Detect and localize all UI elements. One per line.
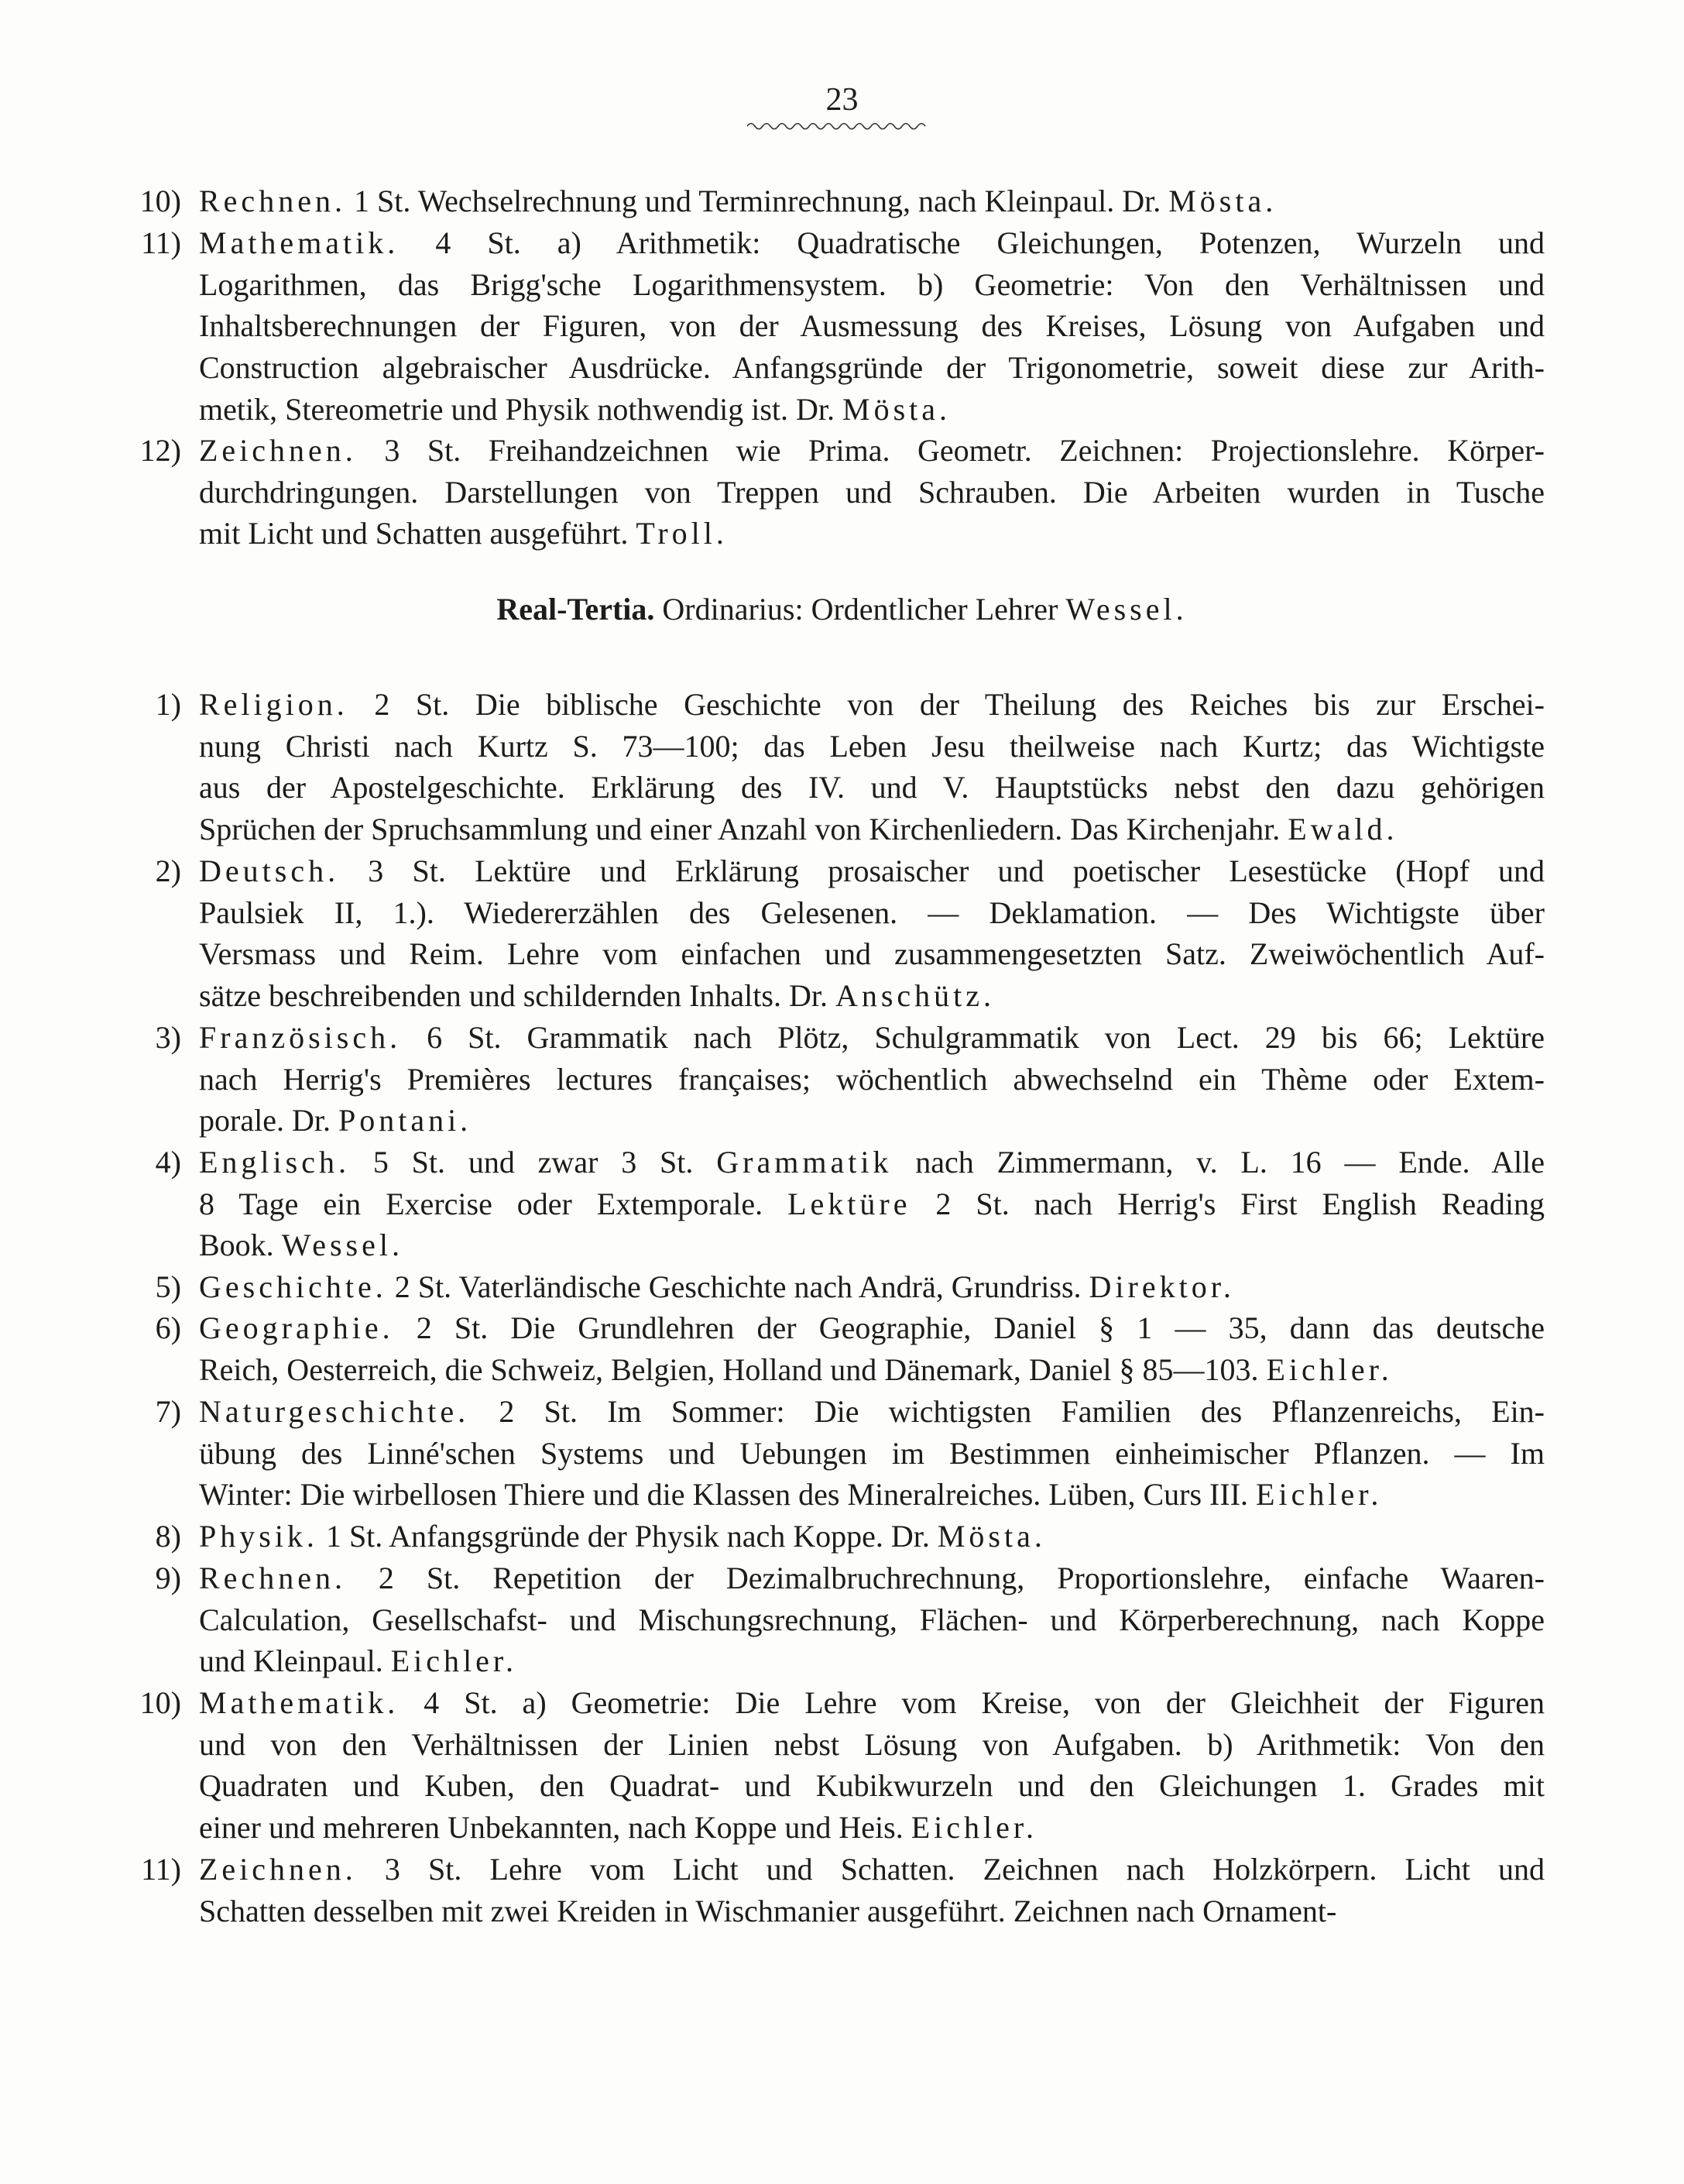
spaced-text: Mathematik. bbox=[199, 225, 400, 260]
text-line bbox=[199, 1142, 1545, 1183]
text-line bbox=[199, 1100, 1545, 1142]
text-line bbox=[199, 1391, 1545, 1433]
item-number: 10) bbox=[139, 184, 181, 218]
text-segment: Versmass und Reim. Lehre vom einfachen und zusammengesetzten Satz. Zweiwöchentlich Auf- bbox=[199, 936, 1545, 971]
text-segment: und Kleinpaul. bbox=[199, 1643, 391, 1678]
text-segment: porale. Dr. bbox=[199, 1103, 338, 1138]
text-segment: 2 St. Vaterländische Geschichte nach Andrä, Grundriss. bbox=[386, 1269, 1089, 1304]
spaced-text: Englisch. bbox=[199, 1145, 350, 1180]
text-segment: aus der Apostelgeschichte. Erklärung des IV. und V. Hauptstücks nebst den dazu gehörigen bbox=[199, 770, 1545, 805]
text-line bbox=[199, 767, 1545, 809]
spaced-text: Pontani. bbox=[338, 1103, 472, 1138]
spaced-text: Religion. bbox=[199, 687, 348, 722]
item-number: 6) bbox=[155, 1310, 181, 1345]
text-segment: 6 St. Grammatik nach Plötz, Schulgrammatik von Lect. 29 bis 66; Lektüre bbox=[401, 1020, 1545, 1055]
spaced-text: Physik. bbox=[199, 1519, 318, 1554]
text-segment: nach Herrig's Premières lectures françaises; wöchentlich abwechselnd ein Thème oder Extem- bbox=[199, 1062, 1545, 1097]
list-item bbox=[108, 850, 1545, 1017]
decorative-squiggle bbox=[747, 121, 927, 132]
text-line bbox=[199, 305, 1545, 347]
text-segment: 2 St. Repetition der Dezimalbruchrechnung, Proportionslehre, einfache Waaren- bbox=[345, 1561, 1545, 1595]
list-item bbox=[108, 1557, 1545, 1682]
item-number: 3) bbox=[155, 1020, 181, 1055]
spaced-text: Mösta. bbox=[937, 1519, 1046, 1554]
text-line bbox=[199, 1599, 1545, 1641]
text-segment: 8 Tage ein Exercise oder Extemporale. bbox=[199, 1186, 788, 1221]
text-segment: 1 St. Wechselrechnung und Terminrechnung, nach Kleinpaul. Dr. bbox=[345, 184, 1169, 218]
text-segment: durchdringungen. Darstellungen von Treppen und Schrauben. Die Arbeiten wurden in Tusche bbox=[199, 475, 1545, 510]
text-segment: 3 St. Lektüre und Erklärung prosaischer und poetischer Lesestücke (Hopf und bbox=[339, 853, 1545, 888]
list-item bbox=[108, 1516, 1545, 1557]
item-number: 4) bbox=[155, 1145, 181, 1180]
list-item bbox=[108, 222, 1545, 431]
text-line bbox=[199, 1849, 1545, 1890]
list-item bbox=[108, 1017, 1545, 1142]
spaced-text: Lektüre bbox=[787, 1186, 911, 1221]
item-number: 10) bbox=[139, 1685, 181, 1720]
spaced-text: Französisch. bbox=[199, 1020, 402, 1055]
text-segment: Inhaltsberechnungen der Figuren, von der Ausmessung des Kreises, Lösung von Aufgaben und bbox=[199, 308, 1545, 343]
list-item bbox=[108, 1142, 1545, 1266]
text-line bbox=[199, 1017, 1545, 1059]
spaced-text: Geschichte. bbox=[199, 1269, 387, 1304]
text-line bbox=[199, 1059, 1545, 1101]
section-title: Real-Tertia. bbox=[496, 592, 655, 627]
item-number: 8) bbox=[155, 1519, 181, 1554]
text-line bbox=[199, 684, 1545, 726]
item-number: 1) bbox=[155, 687, 181, 722]
text-segment: Calculation, Gesellschafst- und Mischungsrechnung, Flächen- und Körperberechnung, nach Koppe bbox=[199, 1602, 1545, 1637]
text-line bbox=[199, 1807, 1545, 1849]
text-segment: Quadraten und Kuben, den Quadrat- und Kubikwurzeln und den Gleichungen 1. Grades mit bbox=[199, 1768, 1545, 1803]
text-line bbox=[199, 726, 1545, 767]
text-segment: metik, Stereometrie und Physik nothwendig ist. Dr. bbox=[199, 392, 843, 427]
section-ordinarius: Ordinarius: Ordentlicher Lehrer bbox=[662, 592, 1058, 627]
item-number: 7) bbox=[155, 1394, 181, 1429]
spaced-text: Rechnen. bbox=[199, 1561, 346, 1595]
item-number: 12) bbox=[139, 433, 181, 468]
spaced-text: Eichler. bbox=[1256, 1477, 1383, 1512]
text-segment: nung Christi nach Kurtz S. 73—100; das Leben Jesu theilweise nach Kurtz; das Wichtigste bbox=[199, 729, 1545, 764]
spaced-text: Eichler. bbox=[911, 1810, 1037, 1845]
spaced-text: Ewald. bbox=[1288, 812, 1398, 846]
text-segment: 3 St. Freihandzeichnen wie Prima. Geometr. Zeichnen: Projectionslehre. Körper- bbox=[356, 433, 1545, 468]
text-line bbox=[199, 1307, 1545, 1349]
section-heading-real-tertia bbox=[0, 589, 1684, 630]
text-line bbox=[199, 1266, 1545, 1308]
spaced-text: Eichler. bbox=[390, 1643, 518, 1678]
text-line bbox=[199, 1433, 1545, 1475]
text-line bbox=[199, 180, 1545, 222]
spaced-text: Mösta. bbox=[1168, 184, 1278, 218]
spaced-text: Rechnen. bbox=[199, 184, 346, 218]
text-line bbox=[199, 1557, 1545, 1599]
text-segment: 2 St. Die Grundlehren der Geographie, Daniel § 1 — 35, dann das deutsche bbox=[393, 1310, 1545, 1345]
text-segment: 5 St. und zwar 3 St. bbox=[349, 1145, 717, 1180]
text-segment: Reich, Oesterreich, die Schweiz, Belgien, Holland und Dänemark, Daniel § 85—103. bbox=[199, 1352, 1267, 1387]
list-item bbox=[108, 1682, 1545, 1849]
item-number: 11) bbox=[141, 225, 181, 260]
text-line bbox=[199, 975, 1545, 1017]
text-line bbox=[199, 1224, 1545, 1266]
text-segment: sätze beschreibenden und schildernden Inhalts. Dr. bbox=[199, 978, 835, 1013]
text-line bbox=[199, 389, 1545, 431]
spaced-text: Eichler. bbox=[1266, 1352, 1393, 1387]
text-line bbox=[199, 264, 1545, 306]
section-ordinarius-name: Wessel. bbox=[1065, 592, 1188, 627]
item-number: 5) bbox=[155, 1269, 181, 1304]
text-line bbox=[199, 1474, 1545, 1516]
text-line bbox=[199, 892, 1545, 934]
text-segment: 2 St. Im Sommer: Die wichtigsten Familien des Pflanzenreichs, Ein- bbox=[469, 1394, 1545, 1429]
text-segment: mit Licht und Schatten ausgeführt. bbox=[199, 516, 636, 551]
spaced-text: Naturgeschichte. bbox=[199, 1394, 470, 1429]
spaced-text: Geographie. bbox=[199, 1310, 394, 1345]
text-line bbox=[199, 1890, 1545, 1932]
text-segment: und von den Verhältnissen der Linien nebst Lösung von Aufgaben. b) Arithmetik: Von den bbox=[199, 1727, 1545, 1762]
text-line bbox=[199, 1765, 1545, 1807]
text-segment: Logarithmen, das Brigg'sche Logarithmensystem. b) Geometrie: Von den Verhältnissen und bbox=[199, 267, 1545, 302]
text-segment: 2 St. nach Herrig's First English Reading bbox=[911, 1186, 1545, 1221]
text-line bbox=[199, 1183, 1545, 1225]
list-item bbox=[108, 1849, 1545, 1932]
text-segment: Schatten desselben mit zwei Kreiden in Wischmanier ausgeführt. Zeichnen nach Ornament- bbox=[199, 1894, 1337, 1928]
text-line bbox=[199, 222, 1545, 264]
text-segment: Construction algebraischer Ausdrücke. Anfangsgründe der Trigonometrie, soweit diese zur Arith- bbox=[199, 350, 1545, 385]
page-number: 23 bbox=[825, 82, 859, 118]
text-segment: Paulsiek II, 1.). Wiedererzählen des Gelesenen. — Deklamation. — Des Wichtigste über bbox=[199, 895, 1545, 930]
text-segment: 1 St. Anfangsgründe der Physik nach Koppe. Dr. bbox=[317, 1519, 938, 1554]
text-segment: Winter: Die wirbellosen Thiere und die Klassen des Mineralreiches. Lüben, Curs III. bbox=[199, 1477, 1257, 1512]
list-item bbox=[108, 430, 1545, 555]
list-item bbox=[108, 684, 1545, 850]
list-item bbox=[108, 1307, 1545, 1390]
spaced-text: Mathematik. bbox=[199, 1685, 400, 1720]
text-segment: einer und mehreren Unbekannten, nach Koppe und Heis. bbox=[199, 1810, 911, 1845]
text-line bbox=[199, 513, 1545, 555]
text-line bbox=[199, 472, 1545, 513]
text-segment: übung des Linné'schen Systems und Uebungen im Bestimmen einheimischer Pflanzen. — Im bbox=[199, 1436, 1545, 1471]
text-line bbox=[199, 1682, 1545, 1724]
text-segment: Sprüchen der Spruchsammlung und einer Anzahl von Kirchenliedern. Das Kirchenjahr. bbox=[199, 812, 1288, 846]
text-segment: 2 St. Die biblische Geschichte von der Theilung des Reiches bis zur Erschei- bbox=[348, 687, 1545, 722]
item-number: 9) bbox=[155, 1561, 181, 1595]
text-line bbox=[199, 933, 1545, 975]
text-line bbox=[199, 1640, 1545, 1682]
text-line bbox=[199, 809, 1545, 850]
list-item bbox=[108, 1391, 1545, 1516]
text-line bbox=[199, 1349, 1545, 1391]
spaced-text: Direktor. bbox=[1089, 1269, 1235, 1304]
text-segment: 4 St. a) Geometrie: Die Lehre vom Kreise, von der Gleichheit der Figuren bbox=[399, 1685, 1545, 1720]
item-number: 11) bbox=[141, 1852, 181, 1887]
spaced-text: Deutsch. bbox=[199, 853, 340, 888]
text-line bbox=[199, 347, 1545, 389]
spaced-text: Troll. bbox=[636, 516, 728, 551]
spaced-text: Zeichnen. bbox=[199, 1852, 357, 1887]
spaced-text: Wessel. bbox=[281, 1228, 403, 1262]
spaced-text: Zeichnen. bbox=[199, 433, 357, 468]
text-segment: 3 St. Lehre vom Licht und Schatten. Zeichnen nach Holzkörpern. Licht und bbox=[356, 1852, 1545, 1887]
text-segment: nach Zimmermann, v. L. 16 — Ende. Alle bbox=[892, 1145, 1545, 1180]
text-line bbox=[199, 1724, 1545, 1766]
text-segment: 4 St. a) Arithmetik: Quadratische Gleichungen, Potenzen, Wurzeln und bbox=[399, 225, 1545, 260]
text-line bbox=[199, 850, 1545, 892]
list-item bbox=[108, 1266, 1545, 1308]
spaced-text: Anschütz. bbox=[835, 978, 996, 1013]
spaced-text: Grammatik bbox=[716, 1145, 893, 1180]
spaced-text: Mösta. bbox=[842, 392, 952, 427]
list-item bbox=[108, 180, 1545, 222]
text-segment: Book. bbox=[199, 1228, 282, 1262]
text-line bbox=[199, 1516, 1545, 1557]
item-number: 2) bbox=[155, 853, 181, 888]
text-line bbox=[199, 430, 1545, 472]
